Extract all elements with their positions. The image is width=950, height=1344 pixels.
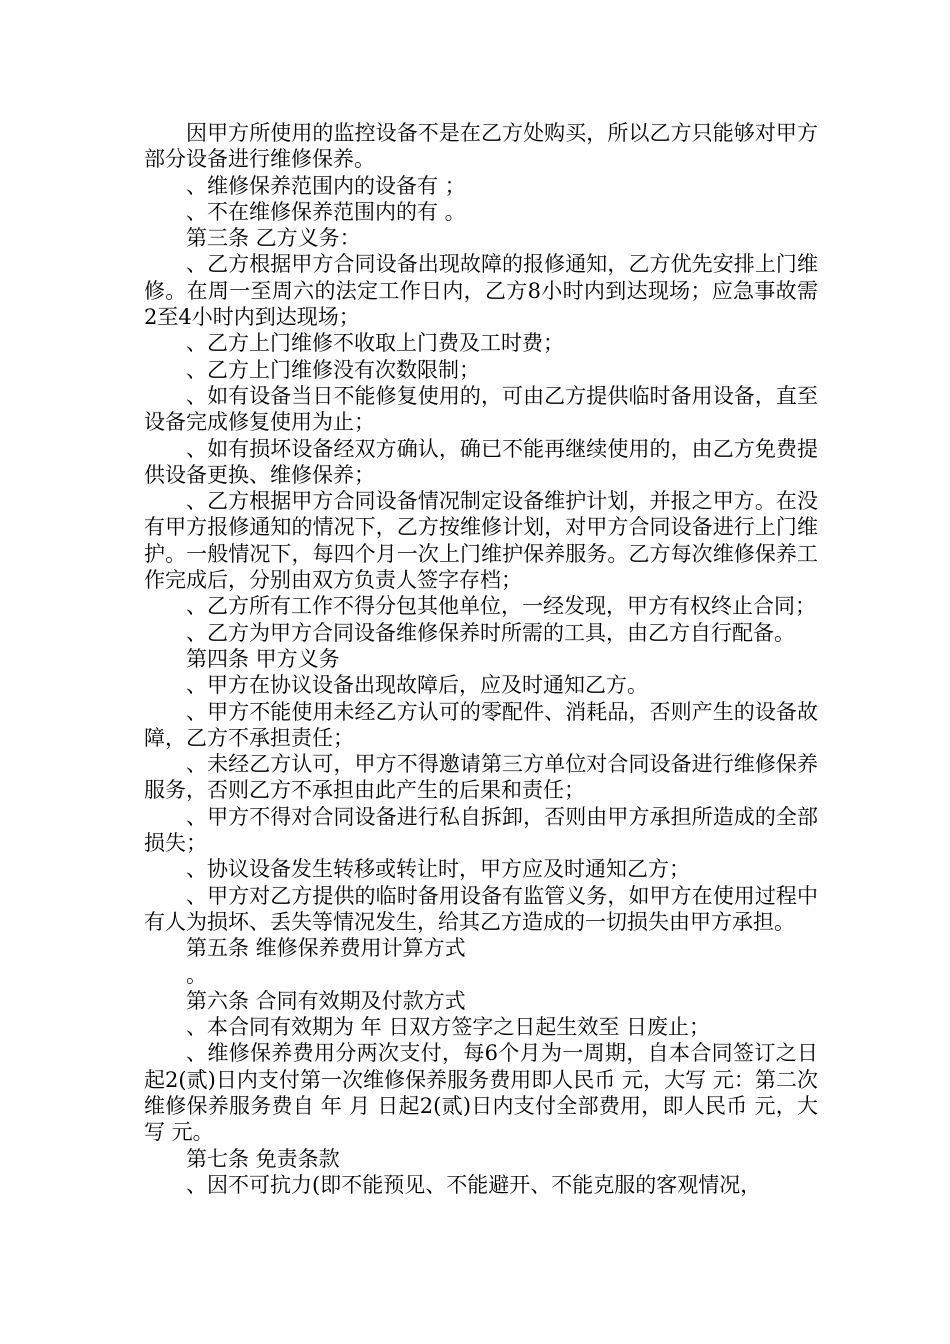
paragraph-article-3-item: 、乙方上门维修不收取上门费及工时费； bbox=[186, 331, 564, 356]
paragraph-covered-equipment: 、维修保养范围内的设备有 ； bbox=[186, 173, 466, 198]
paragraph-intro: 因甲方所使用的监控设备不是在乙方处购买，所以乙方只能够对甲方部分设备进行维修保养。 bbox=[144, 121, 818, 172]
paragraph-uncovered-equipment: 、不在维修保养范围内的有 。 bbox=[186, 199, 466, 224]
paragraph-article-7-item: 、因不可抗力(即不能预见、不能避开、不能克服的客观情况， bbox=[186, 1172, 762, 1197]
heading-article-3: 第三条 乙方义务： bbox=[186, 226, 361, 251]
heading-article-6: 第六条 合同有效期及付款方式 bbox=[186, 988, 466, 1013]
paragraph-article-3-item: 、乙方为甲方合同设备维修保养时所需的工具，由乙方自行配备。 bbox=[186, 620, 795, 645]
paragraph-article-4-item: 、未经乙方认可，甲方不得邀请第三方单位对合同设备进行维修保养服务，否则乙方不承担由此产生的后果和责任； bbox=[144, 752, 818, 803]
paragraph-article-6-item: 、本合同有效期为 年 日双方签字之日起生效至 日废止； bbox=[186, 1015, 711, 1040]
paragraph-article-4-item: 、甲方在协议设备出现故障后，应及时通知乙方。 bbox=[186, 673, 648, 698]
paragraph-article-4-item: 、甲方对乙方提供的临时备用设备有监管义务，如甲方在使用过程中有人为损坏、丢失等情况发生，给其乙方造成的一切损失由甲方承担。 bbox=[144, 883, 818, 934]
paragraph-article-3-item: 、如有损坏设备经双方确认，确已不能再继续使用的，由乙方免费提供设备更换、维修保养； bbox=[144, 436, 818, 487]
heading-article-7: 第七条 免责条款 bbox=[186, 1146, 340, 1171]
heading-article-4: 第四条 甲方义务 bbox=[186, 646, 340, 671]
paragraph-article-4-item: 、甲方不得对合同设备进行私自拆卸，否则由甲方承担所造成的全部损失； bbox=[144, 804, 818, 856]
paragraph-article-4-item: 、协议设备发生转移或转让时，甲方应及时通知乙方； bbox=[186, 857, 690, 882]
paragraph-article-3-item: 、如有设备当日不能修复使用的，可由乙方提供临时备用设备，直至设备完成修复使用为止； bbox=[144, 383, 818, 435]
paragraph-article-6-item: 、维修保养费用分两次支付，每6个月为一周期，自本合同签订之日起2(贰)日内支付第一次维修保养服务费用即人民币 元，大写 元：第二次维修保养服务费自 年 月 日起2(贰)日内支付全部费用，即人民币 元，大写 元。 bbox=[144, 1041, 818, 1145]
paragraph-article-3-item: 、乙方根据甲方合同设备出现故障的报修通知，乙方优先安排上门维修。在周一至周六的法定工作日内，乙方8小时内到达现场；应急事故需2至4小时内到达现场； bbox=[144, 252, 818, 330]
paragraph-article-5-body: 。 bbox=[186, 962, 207, 987]
heading-article-5: 第五条 维修保养费用计算方式 bbox=[186, 936, 466, 961]
paragraph-article-3-item: 、乙方根据甲方合同设备情况制定设备维护计划，并报之甲方。在没有甲方报修通知的情况下，乙方按维修计划，对甲方合同设备进行上门维护。一般情况下，每四个月一次上门维护保养服务。乙方每次维修保养工作完成后，分别由双方负责人签字存档； bbox=[144, 489, 818, 593]
paragraph-article-3-item: 、乙方所有工作不得分包其他单位，一经发现，甲方有权终止合同； bbox=[186, 594, 816, 619]
paragraph-article-4-item: 、甲方不能使用未经乙方认可的零配件、消耗品，否则产生的设备故障，乙方不承担责任； bbox=[144, 699, 818, 750]
paragraph-article-3-item: 、乙方上门维修没有次数限制； bbox=[186, 357, 480, 382]
